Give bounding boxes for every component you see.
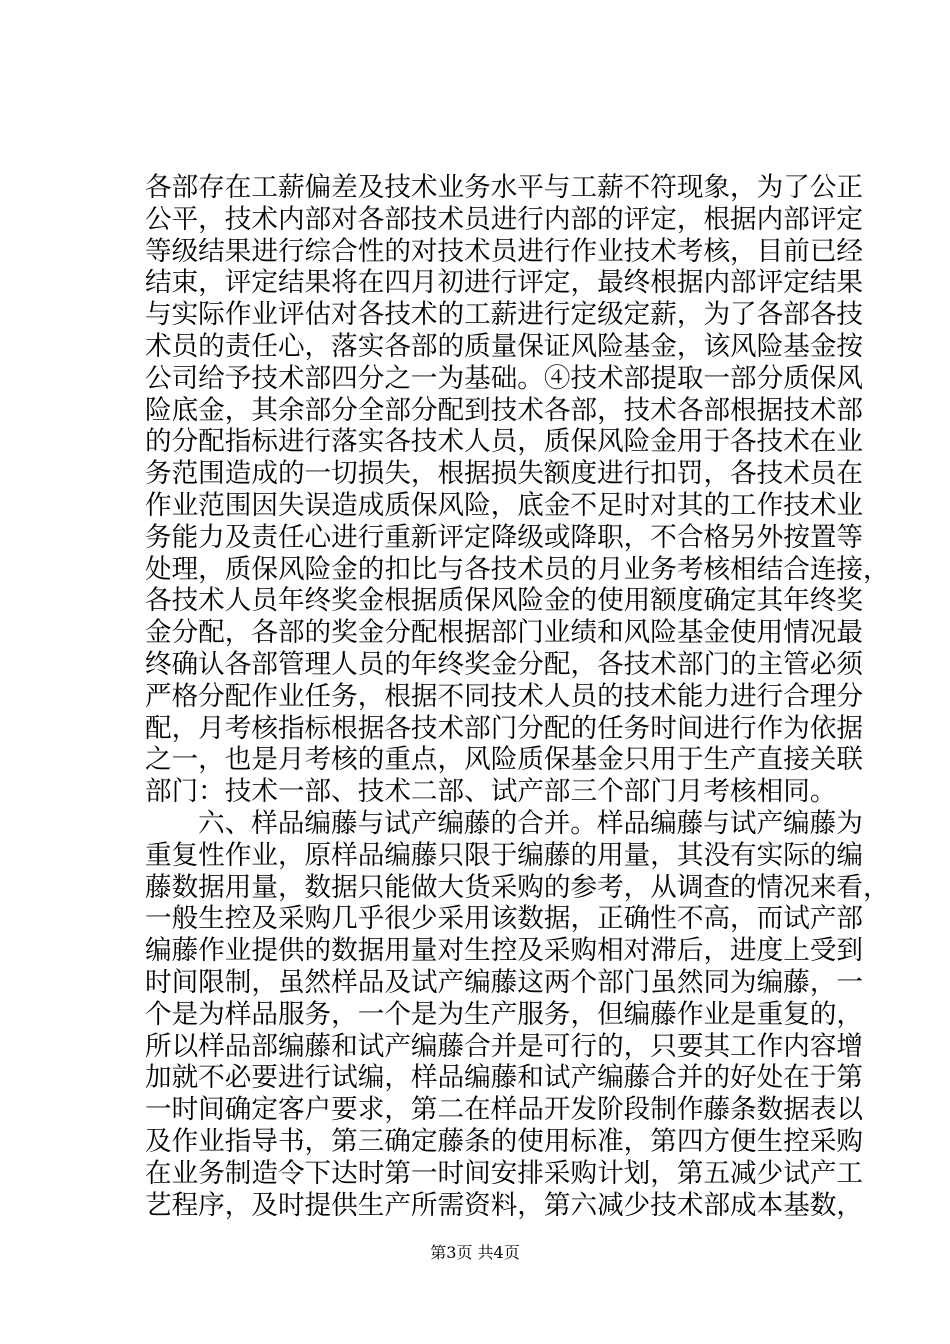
text-line: 一时间确定客户要求，第二在样品开发阶段制作藤条数据表以 [145,1094,864,1126]
text-line: 严格分配作业任务，根据不同技术人员的技术能力进行合理分 [145,680,864,712]
text-line: 及作业指导书，第三确定藤条的使用标准，第四方便生控采购 [145,1125,864,1157]
text-line: 艺程序，及时提供生产所需资料，第六减少技术部成本基数， [145,1189,864,1221]
text-line: 各部存在工薪偏差及技术业务水平与工薪不符现象，为了公正 [145,172,864,203]
text-line: 处理，质保风险金的扣比与各技术员的月业务考核相结合连接， [145,553,890,585]
section-heading-line: 六、样品编藤与试产编藤的合并。样品编藤与试产编藤为 [198,807,863,839]
text-line: 编藤作业提供的数据用量对生控及采购相对滞后，进度上受到 [145,935,864,967]
text-line: 术员的责任心，落实各部的质量保证风险基金，该风险基金按 [145,330,864,362]
text-line: 务能力及责任心进行重新评定降级或降职，不合格另外按置等 [145,521,864,553]
text-line: 所以样品部编藤和试产编藤合并是可行的，只要其工作内容增 [145,1030,864,1062]
text-line: 公司给予技术部四分之一为基础。④技术部提取一部分质保风 [145,362,864,394]
text-line: 等级结果进行综合性的对技术员进行作业技术考核，目前已经 [145,235,864,267]
text-line: 结束，评定结果将在四月初进行评定，最终根据内部评定结果 [145,267,864,299]
text-line: 部门：技术一部、技术二部、试产部三个部门月考核相同。 [145,776,837,808]
text-line: 各技术人员年终奖金根据质保风险金的使用额度确定其年终奖 [145,585,864,617]
text-line: 险底金，其余部分全部分配到技术各部，技术各部根据技术部 [145,394,864,426]
text-line: 重复性作业，原样品编藤只限于编藤的用量，其没有实际的编 [145,839,864,871]
text-line: 在业务制造令下达时第一时间安排采购计划，第五减少试产工 [145,1157,864,1189]
text-line: 配，月考核指标根据各技术部门分配的任务时间进行作为依据 [145,712,864,744]
text-line: 一般生控及采购几乎很少采用该数据，正确性不高，而试产部 [145,903,864,935]
text-line: 时间限制，虽然样品及试产编藤这两个部门虽然同为编藤，一 [145,966,864,998]
text-line: 藤数据用量，数据只能做大货采购的参考，从调查的情况来看， [145,871,890,903]
text-line: 公平，技术内部对各部技术员进行内部的评定，根据内部评定 [145,203,864,235]
text-line: 的分配指标进行落实各技术人员，质保风险金用于各技术在业 [145,426,864,458]
text-line: 加就不必要进行试编，样品编藤和试产编藤合并的好处在于第 [145,1062,864,1094]
text-line: 个是为样品服务，一个是为生产服务，但编藤作业是重复的， [145,998,864,1030]
text-line: 之一，也是月考核的重点，风险质保基金只用于生产直接关联 [145,744,864,776]
page-number: 第3页 共4页 [430,1243,520,1262]
text-line: 终确认各部管理人员的年终奖金分配，各技术部门的主管必须 [145,648,864,680]
body-text [145,172,890,1221]
text-line: 务范围造成的一切损失，根据损失额度进行扣罚，各技术员在 [145,458,864,490]
text-line: 与实际作业评估对各技术的工薪进行定级定薪，为了各部各技 [145,299,864,331]
page-footer [0,1243,950,1263]
text-line: 作业范围因失误造成质保风险，底金不足时对其的工作技术业 [145,489,864,521]
text-line: 金分配，各部的奖金分配根据部门业绩和风险基金使用情况最 [145,617,864,649]
